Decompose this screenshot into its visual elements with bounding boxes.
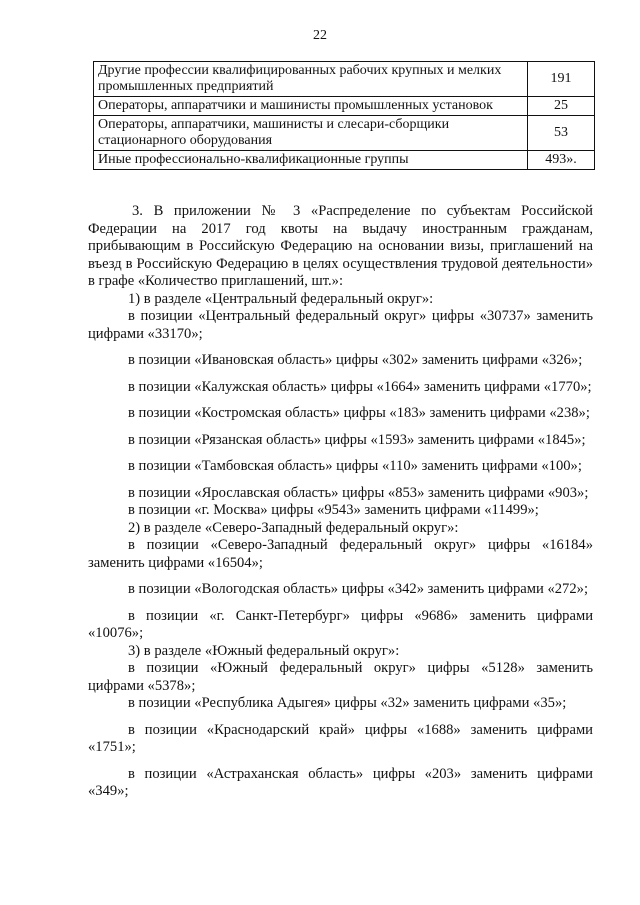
profession-cell: Операторы, аппаратчики, машинисты и слесари-сборщики стационарного оборудования	[94, 116, 528, 151]
amendment-item: в позиции «Северо-Западный федеральный округ» цифры «16184» заменить цифрами «16504»;	[88, 537, 593, 571]
amendment-item: в позиции «Южный федеральный округ» цифры «5128» заменить цифрами «5378»;	[88, 660, 593, 694]
profession-cell: Иные профессионально-квалификационные группы	[94, 151, 528, 170]
table-row	[94, 116, 595, 151]
amendment-item: в позиции «Тамбовская область» цифры «110» заменить цифрами «100»;	[128, 458, 582, 474]
table-row	[94, 62, 595, 97]
amendment-item: в позиции «Республика Адыгея» цифры «32» заменить цифрами «35»;	[128, 695, 567, 711]
section-heading: 2) в разделе «Северо-Западный федеральный округ»:	[128, 519, 459, 536]
amendment-item: в позиции «г. Москва» цифры «9543» заменить цифрами «11499»;	[128, 502, 539, 518]
quota-value-cell: 493».	[528, 151, 595, 170]
quota-table	[93, 61, 595, 170]
amendment-item: в позиции «Краснодарский край» цифры «1688» заменить цифрами «1751»;	[88, 721, 593, 755]
amendment-item: в позиции «Ивановская область» цифры «302» заменить цифрами «326»;	[128, 352, 583, 368]
quota-value-cell: 191	[528, 62, 595, 97]
page-number: 22	[313, 28, 327, 43]
amendment-item: в позиции «Калужская область» цифры «1664» заменить цифрами «1770»;	[128, 378, 592, 395]
intro-paragraph: 3. В приложении № 3 «Распределение по субъектам Российской Федерации на 2017 год квоты на выдачу иностранным гражданам, прибывающим в Российскую Федерацию на основании визы, приглашений на въезд в Российскую Федерацию в целях осуществления трудовой деятельности» в графе «Количество приглашений, шт.»:	[88, 203, 593, 289]
profession-cell: Другие профессии квалифицированных рабочих крупных и мелких промышленных предприятий	[94, 62, 528, 97]
quota-value-cell: 25	[528, 97, 595, 116]
amendment-item: в позиции «Костромская область» цифры «183» заменить цифрами «238»;	[128, 405, 590, 421]
section-heading: 1) в разделе «Центральный федеральный округ»:	[128, 290, 434, 307]
section-heading: 3) в разделе «Южный федеральный округ»:	[128, 642, 400, 659]
amendment-text	[88, 203, 593, 801]
amendment-item: в позиции «Центральный федеральный округ» цифры «30737» заменить цифрами «33170»;	[88, 308, 593, 342]
amendment-item: в позиции «г. Санкт-Петербург» цифры «9686» заменить цифрами «10076»;	[88, 607, 593, 641]
table-row	[94, 97, 595, 116]
quota-value-cell: 53	[528, 116, 595, 151]
amendment-item: в позиции «Вологодская область» цифры «342» заменить цифрами «272»;	[128, 581, 588, 597]
table-row	[94, 151, 595, 170]
amendment-item: в позиции «Астраханская область» цифры «203» заменить цифрами «349»;	[88, 765, 593, 799]
amendment-item: в позиции «Ярославская область» цифры «853» заменить цифрами «903»;	[128, 484, 589, 501]
amendment-item: в позиции «Рязанская область» цифры «1593» заменить цифрами «1845»;	[128, 431, 586, 448]
profession-cell: Операторы, аппаратчики и машинисты промышленных установок	[94, 97, 528, 116]
